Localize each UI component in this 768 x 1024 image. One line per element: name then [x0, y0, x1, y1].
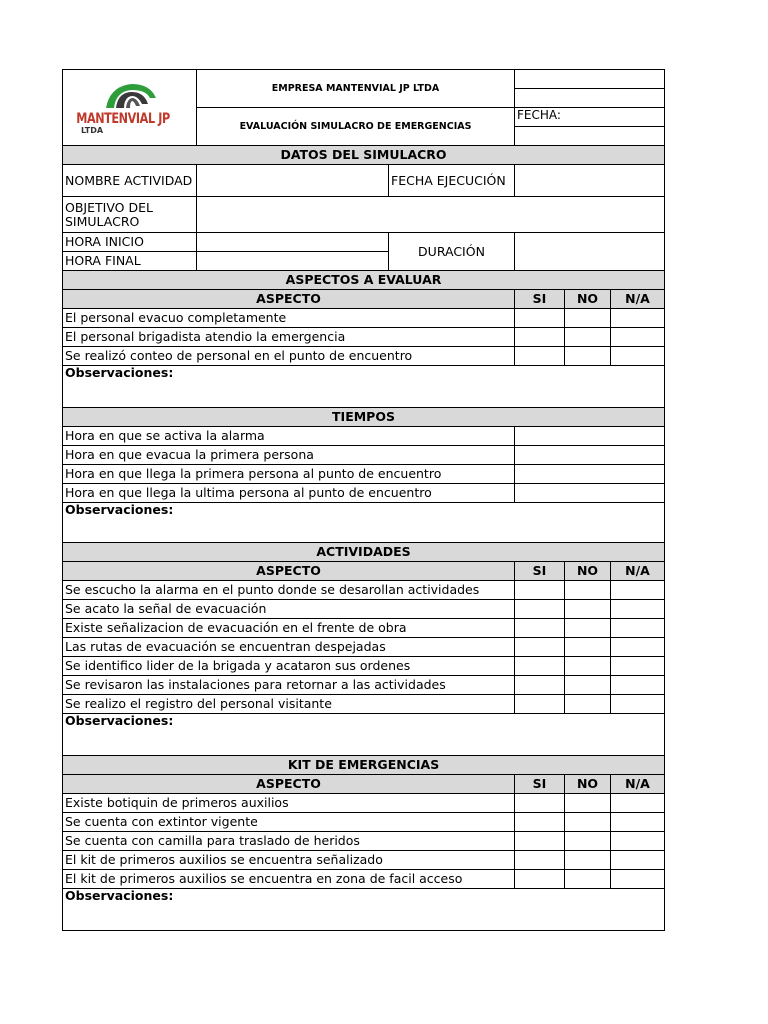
- si-checkbox[interactable]: [515, 851, 565, 870]
- hora-inicio-label: HORA INICIO: [63, 233, 197, 252]
- na-checkbox[interactable]: [611, 619, 665, 638]
- table-row: [63, 484, 665, 503]
- actividad-item: Se revisaron las instalaciones para retornar a las actividades: [63, 676, 515, 695]
- section-actividades-title: ACTIVIDADES: [63, 543, 665, 562]
- aspecto-column-header: ASPECTO: [63, 775, 515, 794]
- actividad-item: Las rutas de evacuación se encuentran despejadas: [63, 638, 515, 657]
- si-checkbox[interactable]: [515, 794, 565, 813]
- fecha-ejecucion-label: FECHA EJECUCIÓN: [389, 165, 515, 197]
- header-blank-2[interactable]: [515, 89, 665, 108]
- duracion-label: DURACIÓN: [389, 233, 515, 271]
- na-column-header: N/A: [611, 775, 665, 794]
- nombre-actividad-label: NOMBRE ACTIVIDAD: [63, 165, 197, 197]
- si-checkbox[interactable]: [515, 619, 565, 638]
- na-checkbox[interactable]: [611, 581, 665, 600]
- company-logo: [63, 70, 197, 146]
- no-checkbox[interactable]: [565, 794, 611, 813]
- na-checkbox[interactable]: [611, 813, 665, 832]
- na-checkbox[interactable]: [611, 347, 665, 366]
- na-column-header: N/A: [611, 562, 665, 581]
- no-column-header: NO: [565, 562, 611, 581]
- table-row: [63, 619, 665, 638]
- si-checkbox[interactable]: [515, 870, 565, 889]
- header-blank-1[interactable]: [515, 70, 665, 89]
- actividad-item: Existe señalizacion de evacuación en el frente de obra: [63, 619, 515, 638]
- table-row: [63, 446, 665, 465]
- evaluation-form: [62, 69, 664, 931]
- si-checkbox[interactable]: [515, 832, 565, 851]
- table-row: [63, 657, 665, 676]
- kit-item: El kit de primeros auxilios se encuentra señalizado: [63, 851, 515, 870]
- si-checkbox[interactable]: [515, 309, 565, 328]
- tiempo-value[interactable]: [515, 484, 665, 503]
- si-column-header: SI: [515, 290, 565, 309]
- observaciones-tiempos[interactable]: Observaciones:: [63, 503, 665, 543]
- na-checkbox[interactable]: [611, 851, 665, 870]
- section-datos-title: DATOS DEL SIMULACRO: [63, 146, 665, 165]
- no-column-header: NO: [565, 290, 611, 309]
- table-row: [63, 813, 665, 832]
- nombre-actividad-value[interactable]: [197, 165, 389, 197]
- no-checkbox[interactable]: [565, 676, 611, 695]
- na-checkbox[interactable]: [611, 794, 665, 813]
- kit-item: Existe botiquin de primeros auxilios: [63, 794, 515, 813]
- logo-subtitle: LTDA: [81, 126, 104, 135]
- observaciones-aspectos[interactable]: Observaciones:: [63, 366, 665, 408]
- si-checkbox[interactable]: [515, 638, 565, 657]
- na-checkbox[interactable]: [611, 695, 665, 714]
- si-checkbox[interactable]: [515, 581, 565, 600]
- table-row: [63, 832, 665, 851]
- table-row: [63, 794, 665, 813]
- table-row: [63, 851, 665, 870]
- tiempo-value[interactable]: [515, 427, 665, 446]
- kit-item: Se cuenta con extintor vigente: [63, 813, 515, 832]
- logo-wordmark: MANTENVIAL JP: [76, 111, 170, 127]
- aspecto-item: El personal brigadista atendio la emergencia: [63, 328, 515, 347]
- fecha-ejecucion-value[interactable]: [515, 165, 665, 197]
- no-checkbox[interactable]: [565, 309, 611, 328]
- table-row: [63, 309, 665, 328]
- section-tiempos-title: TIEMPOS: [63, 408, 665, 427]
- no-checkbox[interactable]: [565, 600, 611, 619]
- no-checkbox[interactable]: [565, 695, 611, 714]
- table-row: [63, 465, 665, 484]
- tiempo-item: Hora en que evacua la primera persona: [63, 446, 515, 465]
- na-checkbox[interactable]: [611, 600, 665, 619]
- na-checkbox[interactable]: [611, 657, 665, 676]
- no-checkbox[interactable]: [565, 657, 611, 676]
- observaciones-actividades[interactable]: Observaciones:: [63, 714, 665, 756]
- si-column-header: SI: [515, 562, 565, 581]
- na-checkbox[interactable]: [611, 870, 665, 889]
- si-column-header: SI: [515, 775, 565, 794]
- no-checkbox[interactable]: [565, 832, 611, 851]
- na-checkbox[interactable]: [611, 309, 665, 328]
- aspecto-column-header: ASPECTO: [63, 290, 515, 309]
- tiempo-item: Hora en que llega la ultima persona al punto de encuentro: [63, 484, 515, 503]
- objetivo-label: OBJETIVO DEL SIMULACRO: [63, 197, 197, 233]
- fecha-value[interactable]: [515, 127, 665, 146]
- objetivo-value[interactable]: [197, 197, 665, 233]
- document-title: EVALUACIÓN SIMULACRO DE EMERGENCIAS: [197, 108, 515, 146]
- section-aspectos-title: ASPECTOS A EVALUAR: [63, 271, 665, 290]
- actividad-item: Se escucho la alarma en el punto donde se desarollan actividades: [63, 581, 515, 600]
- si-checkbox[interactable]: [515, 676, 565, 695]
- no-checkbox[interactable]: [565, 347, 611, 366]
- no-checkbox[interactable]: [565, 870, 611, 889]
- tiempo-value[interactable]: [515, 446, 665, 465]
- actividad-item: Se identifico lider de la brigada y acataron sus ordenes: [63, 657, 515, 676]
- duracion-value[interactable]: [515, 233, 665, 271]
- na-column-header: N/A: [611, 290, 665, 309]
- kit-item: Se cuenta con camilla para traslado de heridos: [63, 832, 515, 851]
- aspecto-item: El personal evacuo completamente: [63, 309, 515, 328]
- no-column-header: NO: [565, 775, 611, 794]
- si-checkbox[interactable]: [515, 813, 565, 832]
- hora-final-value[interactable]: [197, 252, 389, 271]
- fecha-label: FECHA:: [515, 108, 665, 127]
- no-checkbox[interactable]: [565, 328, 611, 347]
- tiempo-value[interactable]: [515, 465, 665, 484]
- table-row: [63, 638, 665, 657]
- tiempo-item: Hora en que se activa la alarma: [63, 427, 515, 446]
- si-checkbox[interactable]: [515, 347, 565, 366]
- no-checkbox[interactable]: [565, 851, 611, 870]
- aspecto-item: Se realizó conteo de personal en el punto de encuentro: [63, 347, 515, 366]
- no-checkbox[interactable]: [565, 813, 611, 832]
- table-row: [63, 347, 665, 366]
- table-row: [63, 695, 665, 714]
- na-checkbox[interactable]: [611, 832, 665, 851]
- si-checkbox[interactable]: [515, 657, 565, 676]
- observaciones-kit[interactable]: Observaciones:: [63, 889, 665, 931]
- tiempo-item: Hora en que llega la primera persona al punto de encuentro: [63, 465, 515, 484]
- na-checkbox[interactable]: [611, 328, 665, 347]
- no-checkbox[interactable]: [565, 619, 611, 638]
- table-row: [63, 581, 665, 600]
- hora-final-label: HORA FINAL: [63, 252, 197, 271]
- form-table: [62, 69, 665, 931]
- na-checkbox[interactable]: [611, 676, 665, 695]
- si-checkbox[interactable]: [515, 600, 565, 619]
- table-row: [63, 427, 665, 446]
- no-checkbox[interactable]: [565, 638, 611, 657]
- si-checkbox[interactable]: [515, 328, 565, 347]
- si-checkbox[interactable]: [515, 695, 565, 714]
- actividad-item: Se realizo el registro del personal visitante: [63, 695, 515, 714]
- road-logo-icon: [102, 80, 158, 110]
- table-row: [63, 600, 665, 619]
- kit-item: El kit de primeros auxilios se encuentra en zona de facil acceso: [63, 870, 515, 889]
- na-checkbox[interactable]: [611, 638, 665, 657]
- table-row: [63, 870, 665, 889]
- table-row: [63, 676, 665, 695]
- hora-inicio-value[interactable]: [197, 233, 389, 252]
- actividad-item: Se acato la señal de evacuación: [63, 600, 515, 619]
- table-row: [63, 328, 665, 347]
- aspecto-column-header: ASPECTO: [63, 562, 515, 581]
- section-kit-title: KIT DE EMERGENCIAS: [63, 756, 665, 775]
- company-name: EMPRESA MANTENVIAL JP LTDA: [197, 70, 515, 108]
- no-checkbox[interactable]: [565, 581, 611, 600]
